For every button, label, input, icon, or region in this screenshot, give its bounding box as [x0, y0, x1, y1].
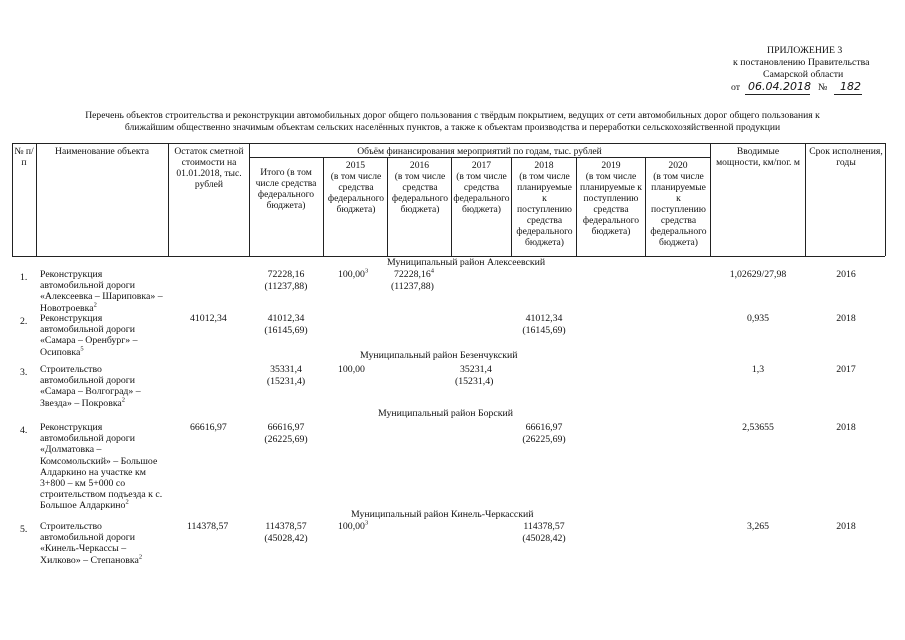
header-2017: 2017: [471, 160, 492, 171]
number-underline: [834, 94, 862, 95]
row-name: Реконструкция автомобильной дороги «Долматовка – Комсомольский» – Большое Алдаркино на участке км 3+800 – км 5+000 со строительством подъезда к с. Большое Алдаркино$^2$: [40, 422, 163, 512]
row-total-federal: (16145,69): [264, 325, 308, 336]
district-heading: Муниципальный район Алексеевский: [387, 257, 546, 268]
row-total-federal: (26225,69): [264, 434, 308, 445]
document-title-line1: Перечень объектов строительства и реконструкции автомобильных дорог общего пользования с твёрдым покрытием, ведущих от сети автомобильных дорог общего пользования к: [85, 110, 820, 121]
row-2018-federal: (16145,69): [522, 325, 566, 336]
header-total: Итого (в том числе средства федерального бюджета): [255, 167, 317, 211]
row-num: 1.: [20, 272, 28, 283]
header-2016-sub: (в том числе средства федерального бюджета): [391, 171, 449, 215]
appendix-number: 182: [840, 80, 861, 93]
appendix-from-label: от: [731, 82, 741, 93]
row-remainder: 66616,97: [190, 422, 227, 433]
row-num: 3.: [20, 367, 28, 378]
date-underline: [745, 94, 810, 95]
appendix-title: ПРИЛОЖЕНИЕ 3: [767, 45, 843, 56]
row-total: 72228,16: [267, 269, 305, 280]
row-2018-federal: (45028,42): [522, 533, 566, 544]
appendix-line1: к постановлению Правительства: [733, 57, 870, 68]
row-remainder: 114378,57: [187, 521, 229, 532]
district-heading: Муниципальный район Кинель-Черкасский: [351, 509, 534, 520]
row-2016-federal: (11237,88): [391, 281, 434, 292]
header-2016: 2016: [409, 160, 430, 171]
header-num: № п/п: [14, 146, 34, 168]
row-2018: 41012,34: [525, 313, 563, 324]
row-num: 4.: [20, 425, 28, 436]
header-2019: 2019: [601, 160, 621, 171]
header-2020-sub: (в том числе планируемые к поступлению средства федерального бюджета): [650, 171, 707, 248]
row-term: 2018: [836, 313, 856, 324]
row-total-federal: (11237,88): [264, 281, 308, 292]
row-total: 41012,34: [267, 313, 305, 324]
row-term: 2016: [836, 269, 856, 280]
document-title-line2: ближайшим общественно значимым объектам сельских населённых пунктов, а также к объектам производства и переработки сельскохозяйственной продукции: [124, 122, 781, 133]
appendix-line2: Самарской области: [763, 69, 844, 80]
district-heading: Муниципальный район Безенчукский: [360, 350, 518, 361]
row-2015: 100,00$^3$: [338, 519, 369, 532]
row-total: 114378,57: [265, 521, 307, 532]
row-2018: 114378,57: [523, 521, 565, 532]
row-num: 2.: [20, 316, 28, 327]
appendix-number-label: №: [818, 82, 828, 93]
row-2015: 100,00: [338, 364, 365, 375]
header-remainder: Остаток сметной стоимости на 01.01.2018, тыс. рублей: [174, 146, 244, 190]
header-name: Наименование объекта: [55, 146, 149, 157]
row-total: 35331,4: [270, 364, 302, 375]
row-capacity: 1,02629/27,98: [729, 269, 787, 280]
row-capacity: 0,935: [746, 313, 770, 324]
row-2017: 35231,4: [460, 364, 492, 375]
header-2019-sub: (в том числе планируемые к поступлению средства федерального бюджета): [580, 171, 642, 237]
header-2017-sub: (в том числе средства федерального бюджета): [453, 171, 510, 215]
row-term: 2017: [836, 364, 856, 375]
row-term: 2018: [836, 422, 856, 433]
row-2017-federal: (15231,4): [455, 376, 494, 387]
row-num: 5.: [20, 524, 28, 535]
row-capacity: 3,265: [746, 521, 770, 532]
row-capacity: 1,3: [751, 364, 765, 375]
row-2018-federal: (26225,69): [522, 434, 566, 445]
header-2018-sub: (в том числе планируемые к поступлению средства федерального бюджета): [516, 171, 573, 248]
row-remainder: 41012,34: [190, 313, 227, 324]
row-name: Строительство автомобильной дороги «Самара – Волгоград» – Звезда» – Покровка$^2$: [40, 364, 141, 409]
row-name: Реконструкция автомобильной дороги «Алексеевка – Шариповка» – Новотроевка$^2$: [40, 269, 163, 314]
row-2016: 72228,16$^4$: [394, 267, 434, 280]
header-term: Срок исполнения, годы: [809, 146, 883, 168]
row-name: Реконструкция автомобильной дороги «Самара – Оренбург» – Осиповка$^5$: [40, 313, 138, 358]
header-2020: 2020: [668, 160, 688, 171]
header-capacity: Вводимые мощности, км/пог. м: [716, 146, 800, 168]
row-total: 66616,97: [267, 422, 305, 433]
row-2015: 100,00$^3$: [338, 267, 369, 280]
header-financing: Объём финансирования мероприятий по годам, тыс. рублей: [357, 146, 602, 157]
row-2018: 66616,97: [525, 422, 563, 433]
row-capacity: 2,53655: [742, 422, 774, 433]
header-2018: 2018: [534, 160, 554, 171]
appendix-date: 06.04.2018: [748, 80, 811, 93]
header-2015: 2015: [345, 160, 366, 171]
district-heading: Муниципальный район Борский: [378, 408, 513, 419]
row-total-federal: (45028,42): [264, 533, 308, 544]
row-term: 2018: [836, 521, 856, 532]
row-total-federal: (15231,4): [266, 376, 306, 387]
header-2015-sub: (в том числе средства федерального бюджета): [327, 171, 385, 215]
row-name: Строительство автомобильной дороги «Кинель-Черкассы – Хилково» – Степановка$^2$: [40, 521, 143, 566]
